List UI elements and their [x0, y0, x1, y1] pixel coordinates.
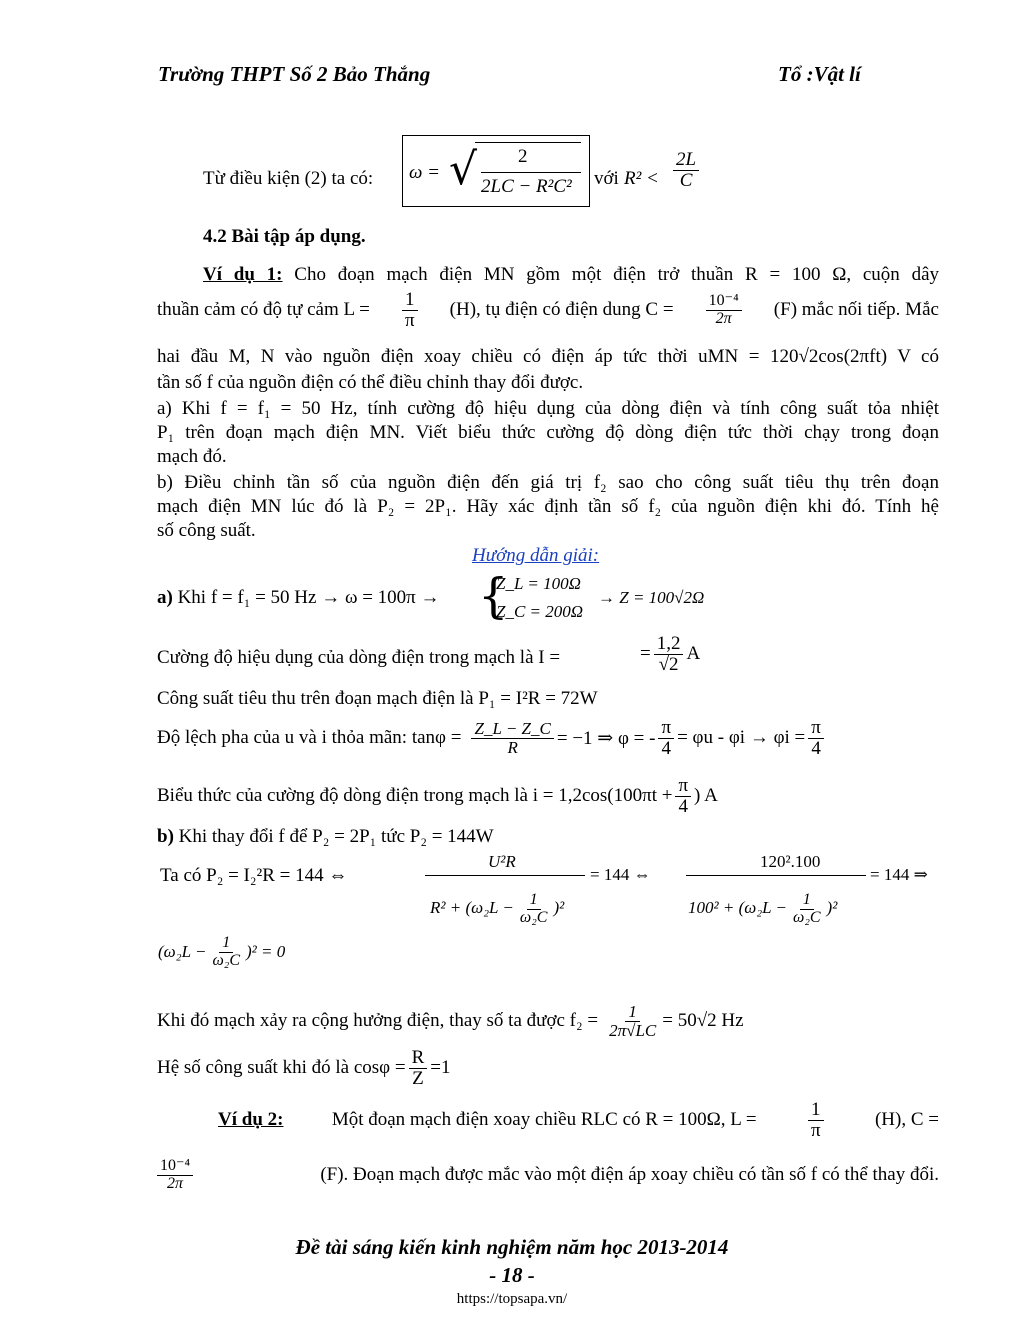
sol-i-fraction	[654, 634, 684, 675]
sol-phase-den: R	[507, 737, 518, 757]
ex1-L-den: π	[404, 309, 415, 331]
sol-i-den: √2	[658, 653, 679, 675]
ex1-C-den: 2π	[715, 309, 732, 327]
header-dept: Tổ :Vật lí	[778, 62, 861, 86]
pf-num: R	[409, 1048, 428, 1069]
eq2-w2c: ω₂C	[793, 908, 821, 926]
ex1-line3: hai đầu M, N vào nguồn điện xoay chiều có điện áp tức thời uMN = 120√2cos(2πft) V có	[157, 346, 939, 367]
ex2-L-num: 1	[808, 1100, 824, 1121]
intro-with: với	[594, 168, 619, 189]
ex1-line7: mạch đó.	[157, 446, 227, 467]
pf-line	[157, 1048, 451, 1089]
sol-expr-four: 4	[678, 795, 688, 817]
sol-phase-r1: = −1 ⇒ φ = -	[556, 727, 656, 749]
ex2-l1-end: (H), C =	[874, 1109, 939, 1131]
pf-den: Z	[412, 1067, 424, 1089]
eq2-one: 1	[800, 892, 814, 910]
ex1-line1	[203, 262, 939, 288]
sol-i-num: 1,2	[654, 634, 684, 655]
sol-i-eq: =	[640, 643, 651, 665]
sol-phase-pi4	[658, 718, 674, 759]
sol-zl: Z_L = 100Ω	[496, 574, 581, 593]
ex2-C-num: 10⁻⁴	[157, 1158, 193, 1176]
sol-b-line	[157, 826, 494, 848]
footer-title: Đề tài sáng kiến kinh nghiệm năm học 2013-2014	[295, 1235, 729, 1259]
omega-numerator: 2	[518, 146, 528, 167]
sol-expr-pi4	[675, 776, 691, 817]
footer-page: - 18 -	[489, 1263, 535, 1287]
res-num: 1	[625, 1003, 640, 1022]
pf-val: =1	[430, 1057, 451, 1079]
eq2-den	[688, 892, 837, 927]
eq2-den-a: 100² + (ω₂L −	[688, 898, 788, 918]
eq2-bar	[686, 875, 866, 876]
sol-expr-text: Biểu thức của cường độ dòng điện trong mạch là i = 1,2cos(100πt +	[157, 785, 673, 807]
sol-pi-num-b: π	[808, 718, 824, 739]
ex2-l1: Một đoạn mạch điện xoay chiều RLC có R = 100Ω, L =	[331, 1109, 757, 1131]
sol-phase-pi4b	[808, 718, 824, 759]
sol-phase-r2: = φu - φi → φi =	[677, 727, 806, 749]
omega-symbol: ω =	[409, 162, 440, 183]
ex1-line9: mạch điện MN lúc đó là P₂ = 2P₁. Hãy xác định tần số f₂ của nguồn điện khi đó. Tính hệ	[157, 496, 939, 517]
ex2-L-den: π	[811, 1119, 821, 1141]
eq3-pre: (ω₂L −	[158, 942, 207, 962]
res-val: = 50√2 Hz	[662, 1010, 744, 1032]
res-line	[157, 1003, 744, 1040]
sol-phase-num: Z_L − Z_C	[471, 720, 553, 739]
ex1-C-fraction	[706, 293, 742, 328]
sol-a-line	[157, 587, 440, 609]
condition-den: C	[679, 169, 693, 191]
ex1-line2	[157, 290, 939, 331]
ex1-text1: Cho đoạn mạch điện MN gồm một điện trở thuần R = 100 Ω, cuộn dây	[294, 264, 940, 285]
sol-b-label: b)	[157, 826, 174, 847]
eq2-result: = 144 ⇒	[870, 865, 928, 884]
sol-expr-pi: π	[675, 776, 691, 797]
intro-prefix: Từ điều kiện (2) ta có:	[203, 168, 374, 189]
ex1-line8: b) Điều chỉnh tần số của nguồn điện đến giá trị f₂ sao cho công suất tiêu thụ trên đoạn	[157, 472, 939, 493]
eq2-num: 120².100	[760, 852, 821, 871]
sol-phase-line	[157, 718, 827, 759]
condition-fraction	[673, 150, 699, 191]
eq1-prefix: Ta có P₂ = I₂²R = 144 ⇔	[160, 865, 348, 886]
header-school: Trường THPT Số 2 Bảo Thắng	[158, 62, 431, 86]
eq3-post: )² = 0	[245, 942, 286, 962]
ex2-L-fraction	[808, 1100, 824, 1141]
ex1-line10: số công suất.	[157, 520, 256, 541]
ex1-label: Ví dụ 1:	[203, 264, 283, 285]
ex1-C-num: 10⁻⁴	[706, 293, 742, 311]
condition-num: 2L	[673, 150, 699, 171]
ex1-l2c: (F) mắc nối tiếp. Mắc	[773, 299, 939, 321]
sol-a-label: a)	[157, 587, 173, 608]
eq1-bar	[425, 875, 585, 876]
sol-four-den-b: 4	[811, 737, 821, 759]
eq3	[158, 935, 285, 970]
ex1-line4: tần số f của nguồn điện có thể điều chỉnh thay đổi được.	[157, 372, 584, 393]
eq1-den	[430, 892, 564, 927]
eq3-one: 1	[219, 935, 233, 953]
eq3-w2c: ω₂C	[212, 951, 240, 969]
guide-title: Hướng dẫn giải:	[472, 545, 600, 566]
omega-formula-box	[402, 135, 590, 207]
ex2-line2	[157, 1158, 939, 1193]
sqrt-sign: √	[449, 144, 478, 195]
ex2-C-den: 2π	[167, 1174, 184, 1192]
eq1-w2c: ω₂C	[519, 908, 548, 926]
intro-condition: R² <	[624, 168, 659, 189]
sol-phase-text: Độ lệch pha của u và i thỏa mãn: tanφ =	[157, 727, 462, 749]
sol-four-den: 4	[661, 737, 672, 759]
eq1-den-b: )²	[553, 898, 565, 918]
eq2-den-b: )²	[826, 898, 838, 918]
ex1-L-fraction	[402, 290, 418, 331]
eq1-one: 1	[527, 892, 541, 910]
sol-b-text: Khi thay đổi f để P₂ = 2P₁ tức P₂ = 144W	[178, 826, 494, 847]
sol-expr-end: ) A	[694, 785, 718, 807]
ex2-l2: (F). Đoạn mạch được mắc vào một điện áp xoay chiều có tần số f có thể thay đổi.	[320, 1164, 939, 1186]
eq1-result: = 144 ⇔	[590, 865, 651, 884]
sol-i-unit: A	[686, 643, 701, 665]
ex1-l2b: (H), tụ điện có điện dung C =	[449, 299, 674, 321]
eq1-num: U²R	[488, 852, 516, 871]
ex1-line6: P₁ trên đoạn mạch điện MN. Viết biểu thức cường độ dòng điện tức thời chạy trong đoạn	[157, 422, 939, 443]
sol-p1: Công suất tiêu thu trên đoạn mạch điện là P₁ = I²R = 72W	[157, 688, 598, 709]
sol-expr-line	[157, 776, 718, 817]
res-text: Khi đó mạch xảy ra cộng hưởng điện, thay số ta được f₂ =	[157, 1010, 599, 1032]
res-den: 2π√LC	[609, 1020, 657, 1040]
sol-i-expr	[640, 634, 700, 675]
system-brace: {	[478, 568, 509, 624]
sol-i-text: Cường độ hiệu dụng của dòng điện trong mạch là I =	[157, 647, 561, 668]
omega-denominator: 2LC − R²C²	[481, 176, 572, 197]
eq1-den-a: R² + (ω₂L −	[430, 898, 514, 918]
omega-fraction-bar	[481, 172, 581, 173]
ex1-L-num: 1	[402, 290, 418, 311]
section-title: 4.2 Bài tập áp dụng.	[203, 226, 366, 247]
pf-fraction	[409, 1048, 428, 1089]
res-fraction	[606, 1003, 659, 1040]
pf-text: Hệ số công suất khi đó là cosφ =	[157, 1057, 406, 1079]
sqrt-bar	[475, 142, 581, 143]
ex2-C-fraction	[157, 1158, 193, 1193]
sol-zc: Z_C = 200Ω	[496, 602, 584, 621]
ex1-l2a: thuần cảm có độ tự cảm L =	[157, 299, 370, 321]
sol-z: → Z = 100√2Ω	[598, 588, 705, 607]
ex2-label: Ví dụ 2:	[218, 1109, 284, 1131]
sol-pi-num: π	[658, 718, 674, 739]
ex1-line5: a) Khi f = f₁ = 50 Hz, tính cường độ hiệu dụng của dòng điện và tính công suất tỏa nhiệt	[157, 398, 939, 419]
sol-phase-fraction	[471, 720, 553, 757]
sol-a-text: Khi f = f₁ = 50 Hz → ω = 100π →	[177, 587, 440, 608]
footer-url[interactable]: https://topsapa.vn/	[456, 1291, 568, 1307]
ex2-line1	[218, 1100, 939, 1141]
